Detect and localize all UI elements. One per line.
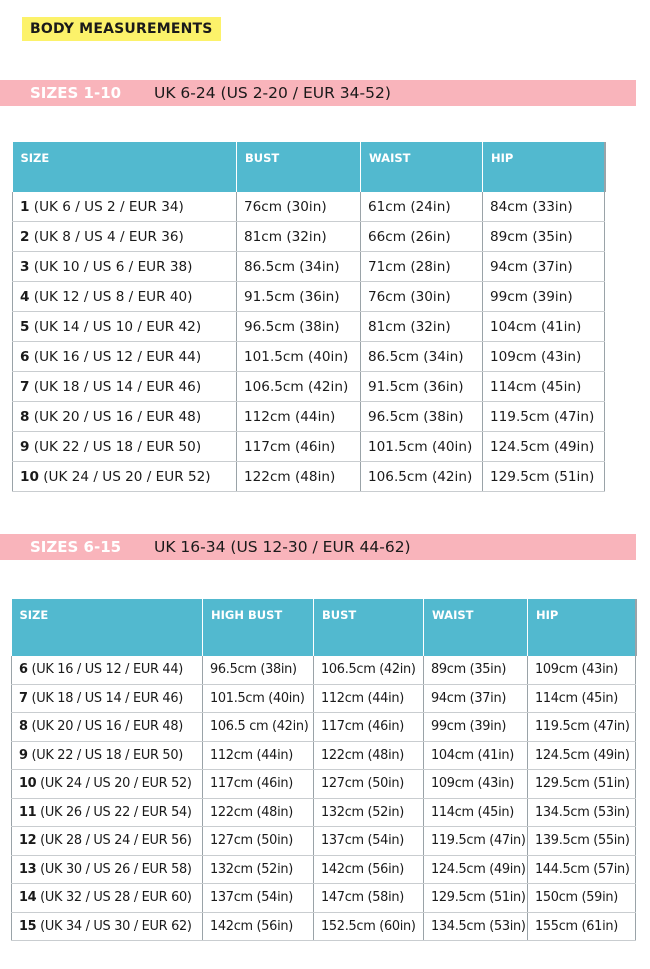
size-conversion: (UK 20 / US 16 / EUR 48)	[31, 719, 183, 735]
size-number: 7	[19, 690, 28, 706]
measurement-cell: 129.5cm (51in)	[528, 770, 636, 799]
page-title: BODY MEASUREMENTS	[22, 17, 221, 41]
size-cell	[12, 855, 203, 884]
size-cell	[13, 372, 237, 402]
table-row	[12, 770, 636, 799]
size-cell	[12, 684, 203, 713]
measurement-cell: 137cm (54in)	[314, 827, 424, 856]
size-number: 8	[20, 408, 30, 425]
size-cell	[13, 192, 237, 222]
size-conversion: (UK 26 / US 22 / EUR 54)	[40, 804, 192, 820]
size-cell	[13, 252, 237, 282]
measurement-cell: 96.5cm (38in)	[203, 656, 314, 684]
measurement-cell: 119.5cm (47in)	[483, 402, 605, 432]
size-number: 12	[19, 833, 37, 849]
size-cell	[13, 402, 237, 432]
measurement-cell: 150cm (59in)	[528, 884, 636, 913]
table-row	[12, 884, 636, 913]
measurement-cell: 101.5cm (40in)	[237, 342, 361, 372]
size-number: 14	[19, 890, 37, 906]
measurement-cell: 134.5cm (53in)	[528, 798, 636, 827]
measurement-cell: 104cm (41in)	[483, 312, 605, 342]
table-row	[12, 741, 636, 770]
table-row	[12, 713, 636, 742]
size-table-6-15	[11, 599, 637, 941]
size-number: 1	[20, 198, 30, 215]
table-row	[13, 282, 605, 312]
measurement-cell: 76cm (30in)	[237, 192, 361, 222]
measurement-cell: 127cm (50in)	[203, 827, 314, 856]
table-row	[13, 402, 605, 432]
size-table-1-10	[12, 142, 606, 492]
col-header-bust: BUST	[237, 142, 361, 192]
measurement-cell: 91.5cm (36in)	[237, 282, 361, 312]
size-cell	[13, 432, 237, 462]
table-body	[12, 656, 636, 941]
measurement-cell: 71cm (28in)	[361, 252, 483, 282]
section-2-subtitle: UK 16-34 (US 12-30 / EUR 44-62)	[154, 538, 411, 556]
measurement-cell: 124.5cm (49in)	[528, 741, 636, 770]
size-cell	[12, 770, 203, 799]
size-number: 5	[20, 318, 30, 335]
size-number: 10	[19, 776, 37, 792]
measurement-cell: 99cm (39in)	[483, 282, 605, 312]
measurement-cell: 137cm (54in)	[203, 884, 314, 913]
size-conversion: (UK 6 / US 2 / EUR 34)	[33, 198, 184, 215]
measurement-cell: 155cm (61in)	[528, 912, 636, 941]
col-header-waist: WAIST	[361, 142, 483, 192]
size-conversion: (UK 18 / US 14 / EUR 46)	[31, 690, 183, 706]
table-row	[12, 827, 636, 856]
measurement-cell: 109cm (43in)	[483, 342, 605, 372]
table-row	[13, 252, 605, 282]
measurement-cell: 119.5cm (47in)	[528, 713, 636, 742]
table-row	[12, 912, 636, 941]
measurement-cell: 106.5cm (42in)	[237, 372, 361, 402]
size-number: 13	[19, 861, 37, 877]
measurement-cell: 117cm (46in)	[203, 770, 314, 799]
size-cell	[13, 462, 237, 492]
measurement-cell: 81cm (32in)	[361, 312, 483, 342]
table-row	[12, 855, 636, 884]
size-number: 10	[20, 468, 39, 485]
col-header-hip: HIP	[483, 142, 605, 192]
col-header-high-bust: HIGH BUST	[203, 599, 314, 656]
table-header-row	[13, 142, 605, 192]
size-conversion: (UK 24 / US 20 / EUR 52)	[40, 776, 192, 792]
table-row	[13, 222, 605, 252]
measurement-cell: 106.5cm (42in)	[361, 462, 483, 492]
measurement-cell: 104cm (41in)	[424, 741, 528, 770]
section-2-banner	[0, 534, 636, 560]
measurement-cell: 122cm (48in)	[203, 798, 314, 827]
measurement-cell: 112cm (44in)	[314, 684, 424, 713]
measurement-cell: 61cm (24in)	[361, 192, 483, 222]
measurement-cell: 76cm (30in)	[361, 282, 483, 312]
measurement-cell: 99cm (39in)	[424, 713, 528, 742]
measurement-cell: 106.5 cm (42in)	[203, 713, 314, 742]
measurement-cell: 112cm (44in)	[237, 402, 361, 432]
measurement-cell: 147cm (58in)	[314, 884, 424, 913]
size-conversion: (UK 22 / US 18 / EUR 50)	[31, 747, 183, 763]
size-conversion: (UK 20 / US 16 / EUR 48)	[33, 408, 202, 425]
size-number: 6	[20, 348, 30, 365]
size-cell	[12, 827, 203, 856]
size-number: 7	[20, 378, 30, 395]
measurement-cell: 114cm (45in)	[528, 684, 636, 713]
measurement-cell: 109cm (43in)	[424, 770, 528, 799]
measurement-cell: 84cm (33in)	[483, 192, 605, 222]
size-cell	[12, 713, 203, 742]
size-conversion: (UK 16 / US 12 / EUR 44)	[31, 662, 183, 678]
table-row	[13, 342, 605, 372]
size-conversion: (UK 18 / US 14 / EUR 46)	[33, 378, 202, 395]
measurement-cell: 66cm (26in)	[361, 222, 483, 252]
size-number: 3	[20, 258, 30, 275]
measurement-cell: 112cm (44in)	[203, 741, 314, 770]
measurement-cell: 144.5cm (57in)	[528, 855, 636, 884]
size-conversion: (UK 32 / US 28 / EUR 60)	[40, 890, 192, 906]
size-cell	[12, 912, 203, 941]
measurement-cell: 134.5cm (53in)	[424, 912, 528, 941]
size-conversion: (UK 24 / US 20 / EUR 52)	[43, 468, 211, 485]
measurement-cell: 101.5cm (40in)	[203, 684, 314, 713]
size-cell	[13, 342, 237, 372]
measurement-cell: 122cm (48in)	[237, 462, 361, 492]
section-2-label: SIZES 6-15	[30, 538, 122, 556]
measurement-cell: 132cm (52in)	[314, 798, 424, 827]
size-conversion: (UK 30 / US 26 / EUR 58)	[40, 861, 192, 877]
col-header-waist: WAIST	[424, 599, 528, 656]
size-number: 8	[19, 719, 28, 735]
measurement-cell: 114cm (45in)	[483, 372, 605, 402]
measurement-cell: 96.5cm (38in)	[237, 312, 361, 342]
measurement-cell: 94cm (37in)	[424, 684, 528, 713]
col-header-bust: BUST	[314, 599, 424, 656]
size-cell	[12, 884, 203, 913]
size-conversion: (UK 10 / US 6 / EUR 38)	[33, 258, 193, 275]
table-row	[13, 312, 605, 342]
measurement-cell: 94cm (37in)	[483, 252, 605, 282]
measurement-cell: 129.5cm (51in)	[424, 884, 528, 913]
table-row	[12, 798, 636, 827]
measurement-cell: 142cm (56in)	[314, 855, 424, 884]
table-row	[13, 432, 605, 462]
section-1-label: SIZES 1-10	[30, 84, 122, 102]
measurement-cell: 114cm (45in)	[424, 798, 528, 827]
measurement-cell: 106.5cm (42in)	[314, 656, 424, 684]
measurement-cell: 117cm (46in)	[314, 713, 424, 742]
col-header-size: SIZE	[13, 142, 237, 192]
measurement-cell: 81cm (32in)	[237, 222, 361, 252]
measurement-cell: 86.5cm (34in)	[237, 252, 361, 282]
size-conversion: (UK 8 / US 4 / EUR 36)	[33, 228, 184, 245]
measurement-cell: 119.5cm (47in)	[424, 827, 528, 856]
table-row	[12, 656, 636, 684]
size-cell	[12, 741, 203, 770]
measurement-cell: 142cm (56in)	[203, 912, 314, 941]
measurement-cell: 96.5cm (38in)	[361, 402, 483, 432]
table-row	[13, 462, 605, 492]
size-conversion: (UK 28 / US 24 / EUR 56)	[40, 833, 192, 849]
col-header-size: SIZE	[12, 599, 203, 656]
size-number: 11	[19, 804, 37, 820]
size-cell	[12, 798, 203, 827]
table-row	[12, 684, 636, 713]
size-cell	[13, 312, 237, 342]
measurement-cell: 91.5cm (36in)	[361, 372, 483, 402]
measurement-cell: 117cm (46in)	[237, 432, 361, 462]
size-conversion: (UK 34 / US 30 / EUR 62)	[40, 918, 192, 934]
measurement-cell: 139.5cm (55in)	[528, 827, 636, 856]
size-cell	[13, 222, 237, 252]
measurement-cell: 86.5cm (34in)	[361, 342, 483, 372]
size-number: 2	[20, 228, 30, 245]
measurement-cell: 127cm (50in)	[314, 770, 424, 799]
size-cell	[13, 282, 237, 312]
measurement-cell: 109cm (43in)	[528, 656, 636, 684]
size-conversion: (UK 22 / US 18 / EUR 50)	[33, 438, 202, 455]
measurement-cell: 89cm (35in)	[424, 656, 528, 684]
size-conversion: (UK 14 / US 10 / EUR 42)	[33, 318, 202, 335]
col-header-hip: HIP	[528, 599, 636, 656]
table-header-row	[12, 599, 636, 656]
measurement-cell: 101.5cm (40in)	[361, 432, 483, 462]
table-body	[13, 192, 605, 492]
measurement-cell: 124.5cm (49in)	[483, 432, 605, 462]
measurement-cell: 129.5cm (51in)	[483, 462, 605, 492]
table-row	[13, 192, 605, 222]
table-row	[13, 372, 605, 402]
size-number: 9	[19, 747, 28, 763]
size-conversion: (UK 16 / US 12 / EUR 44)	[33, 348, 202, 365]
section-1-banner	[0, 80, 636, 106]
size-cell	[12, 656, 203, 684]
size-number: 15	[19, 918, 37, 934]
measurement-cell: 152.5cm (60in)	[314, 912, 424, 941]
size-number: 6	[19, 662, 28, 678]
measurement-cell: 89cm (35in)	[483, 222, 605, 252]
measurement-cell: 124.5cm (49in)	[424, 855, 528, 884]
size-conversion: (UK 12 / US 8 / EUR 40)	[33, 288, 193, 305]
size-number: 9	[20, 438, 30, 455]
measurement-cell: 122cm (48in)	[314, 741, 424, 770]
size-number: 4	[20, 288, 30, 305]
measurement-cell: 132cm (52in)	[203, 855, 314, 884]
section-1-subtitle: UK 6-24 (US 2-20 / EUR 34-52)	[154, 84, 391, 102]
